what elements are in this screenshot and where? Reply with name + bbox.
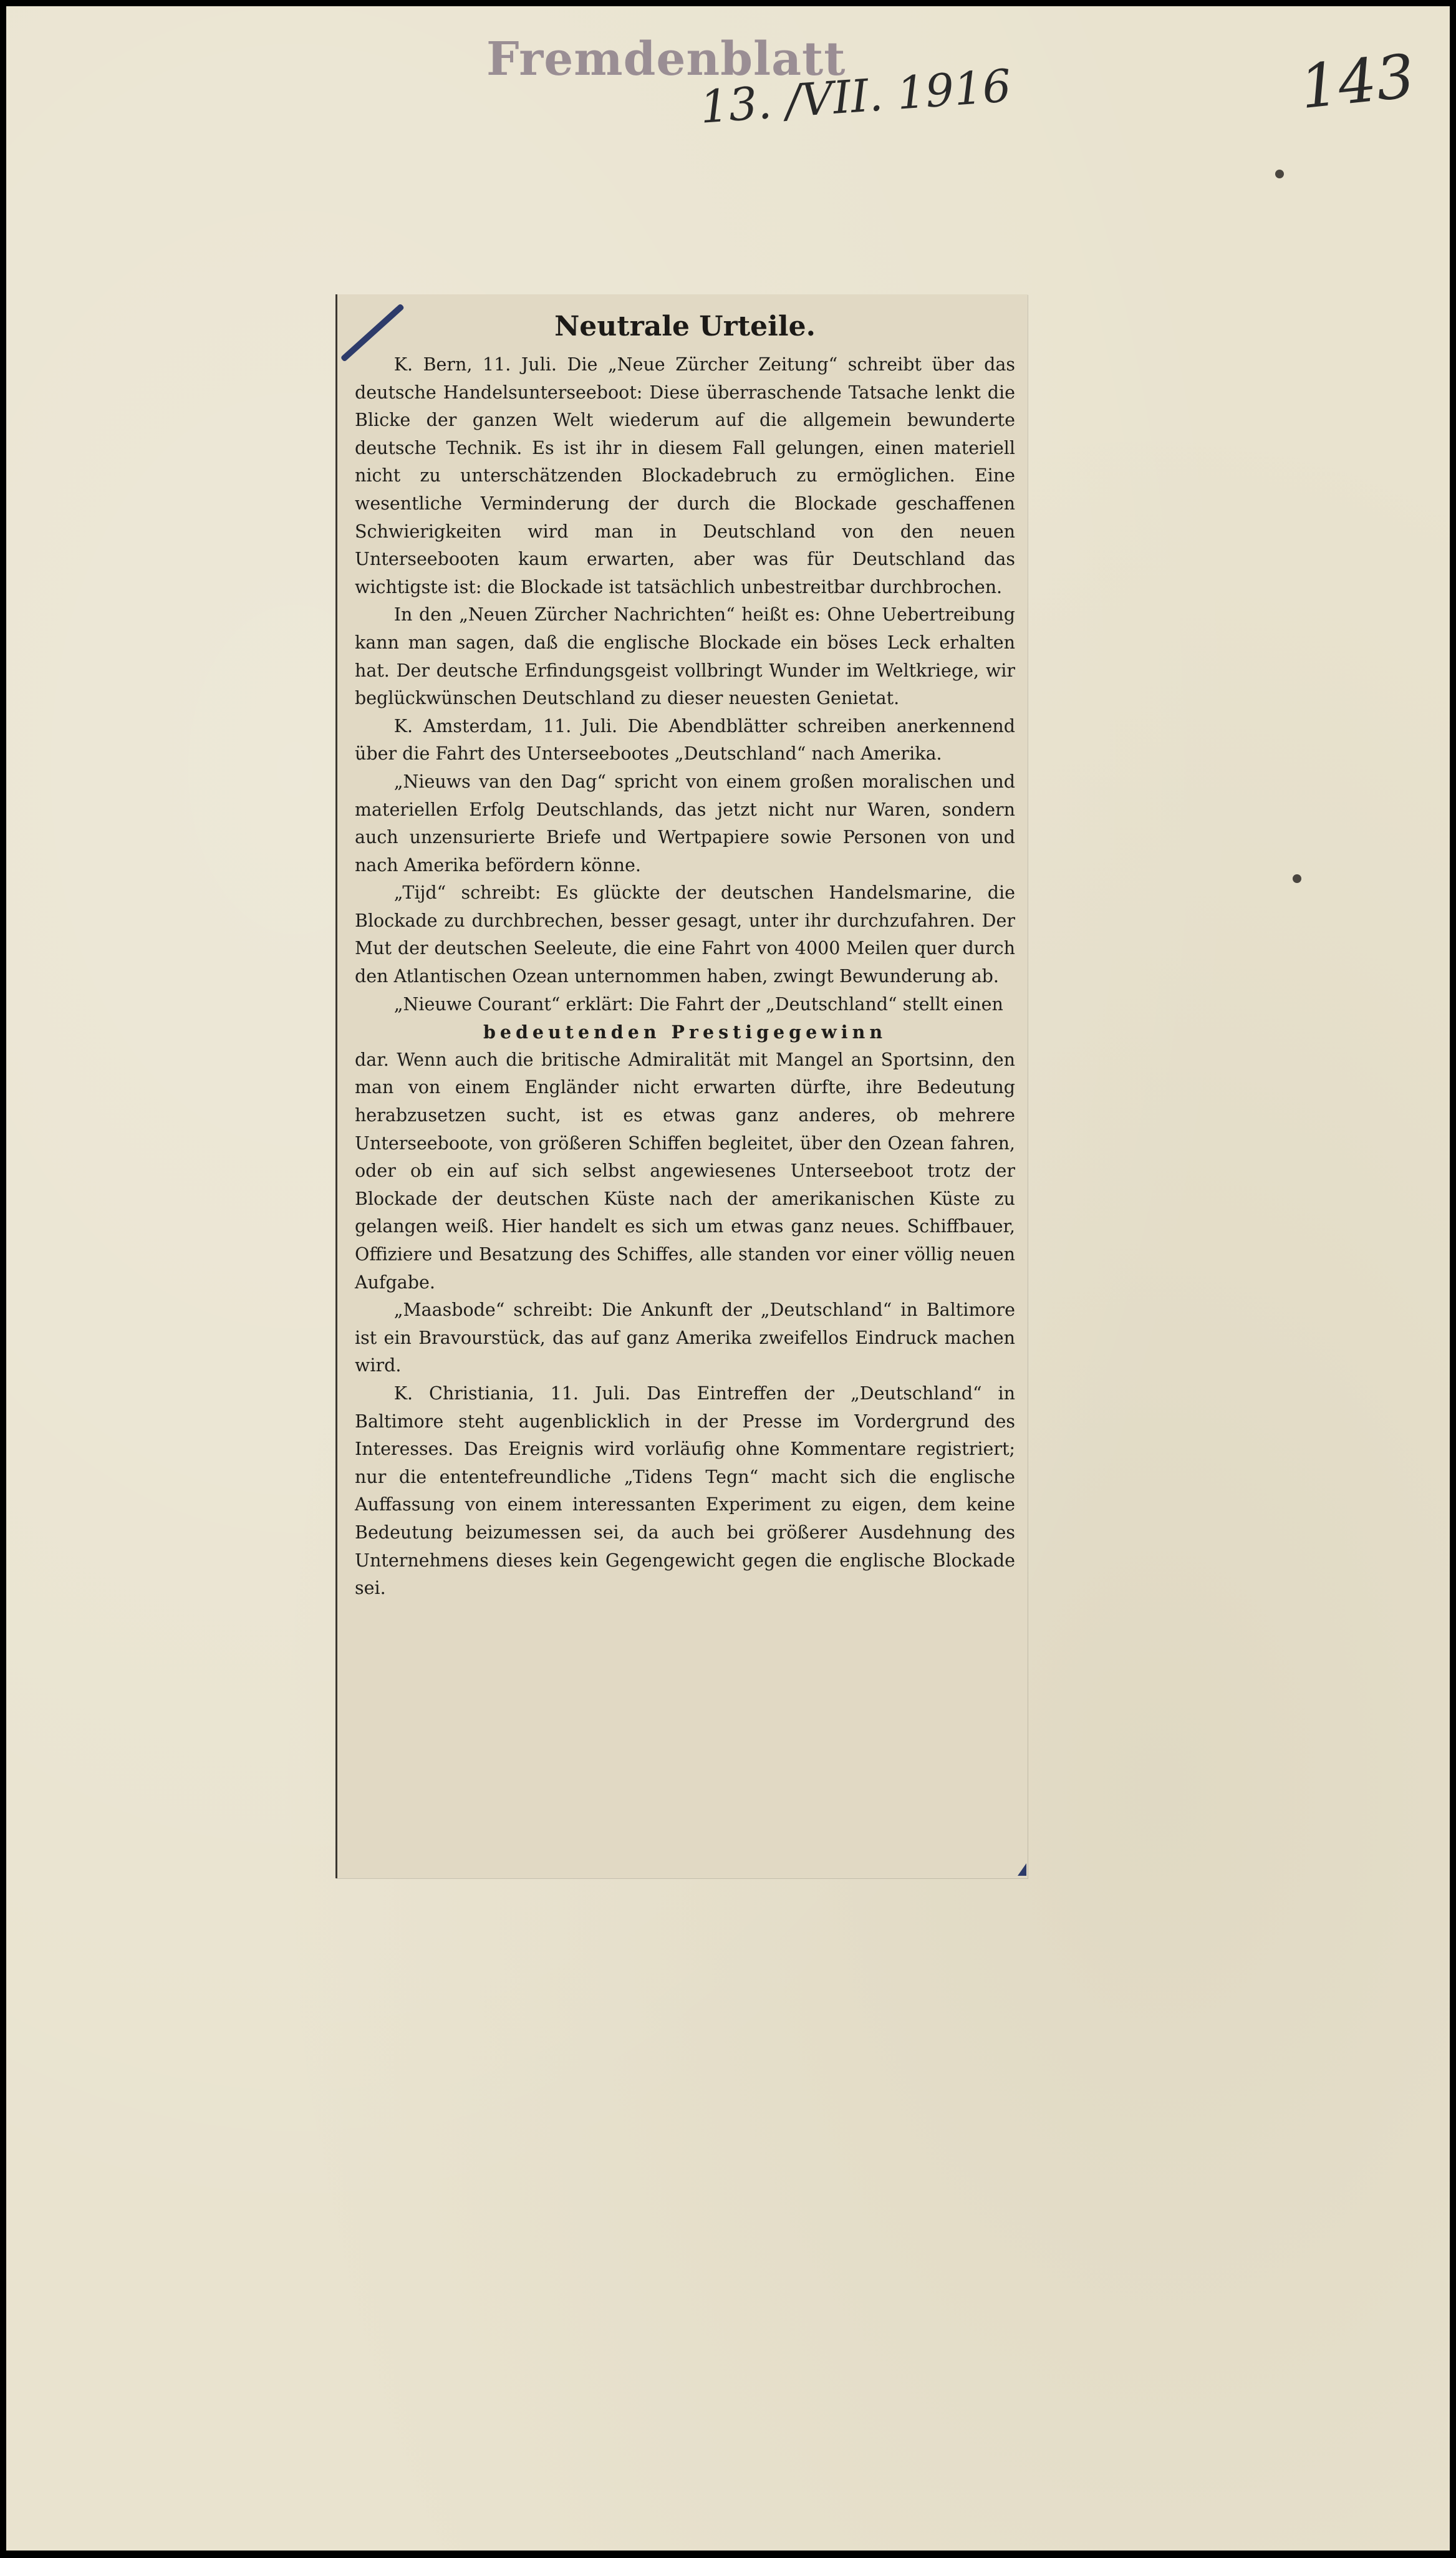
article-headline: Neutrale Urteile. bbox=[554, 311, 816, 342]
article-paragraph: K. Bern, 11. Juli. Die „Neue Zürcher Zeitung“ schreibt über das deutsche Handelsunterseeboot: Diese überraschende Tatsache lenkt die Blicke der ganzen Welt wiederum auf die allgemein bewunderte deutsche Technik. Es ist ihr in diesem Fall gelungen, einen materiell nicht zu unterschätzenden Blockadebruch zu ermöglichen. Eine wesentliche Verminderung der durch die Blockade geschaffenen Schwierigkeiten wird man in Deutschland von den neuen Unterseebooten kaum erwarten, aber was für Deutschland das wichtigste ist: die Blockade ist tatsächlich unbestreitbar durchbrochen. bbox=[355, 354, 1015, 597]
folio-number: 143 bbox=[1296, 41, 1418, 123]
article-paragraph: dar. Wenn auch die britische Admiralität mit Mangel an Sportsinn, den man von einem Engländer nicht erwarten dürfte, ihre Bedeutung herabzusetzen sucht, ist es etwas ganz anderes, ob mehrere Unterseeboote, von größeren Schiffen begleitet, über den Ozean fahren, oder ob ein auf sich selbst angewiesenes Unterseeboot trotz der Blockade der deutschen Küste nach der amerikanischen Küste zu gelangen weiß. Hier handelt es sich um etwas ganz neues. Schiffbauer, Offiziere und Besatzung des Schiffes, alle standen vor einer völlig neuen Aufgabe. bbox=[355, 1049, 1015, 1293]
article-paragraph: In den „Neuen Zürcher Nachrichten“ heißt es: Ohne Uebertreibung kann man sagen, daß die englische Blockade ein böses Leck erhalten hat. Der deutsche Erfindungsgeist vollbringt Wunder im Weltkriege, wir beglückwünschen Deutschland zu dieser neuesten Genietat. bbox=[355, 604, 1015, 709]
article-paragraph: K. Amsterdam, 11. Juli. Die Abendblätter schreiben anerkennend über die Fahrt des Unterseebootes „Deutschland“ nach Amerika. bbox=[355, 715, 1015, 765]
article-paragraph: „Nieuws van den Dag“ spricht von einem großen moralischen und materiellen Erfolg Deutschlands, das jetzt nicht nur Waren, sondern auch unzensurierte Briefe und Wertpapiere sowie Personen von und nach Amerika befördern könne. bbox=[355, 771, 1015, 876]
punch-hole-icon bbox=[1275, 170, 1284, 178]
article-subheading: bedeutenden Prestigegewinn bbox=[483, 1021, 887, 1043]
punch-hole-icon bbox=[1293, 874, 1301, 883]
newspaper-stamp: Fremdenblatt bbox=[486, 32, 846, 86]
archive-sheet bbox=[6, 6, 1450, 2551]
handwritten-date: 13. /VII. 1916 bbox=[698, 59, 1013, 133]
article-body bbox=[355, 351, 1015, 1603]
article-paragraph: „Tijd“ schreibt: Es glückte der deutschen Handelsmarine, die Blockade zu durchbrechen, besser gesagt, unter ihr durchzufahren. Der Mut der deutschen Seeleute, die eine Fahrt von 4000 Meilen quer durch den Atlantischen Ozean unternommen haben, zwingt Bewunderung ab. bbox=[355, 882, 1015, 987]
newspaper-clipping bbox=[335, 294, 1028, 1878]
article-paragraph: K. Christiania, 11. Juli. Das Eintreffen der „Deutschland“ in Baltimore steht augenblicklich in der Presse im Vordergrund des Interesses. Das Ereignis wird vorläufig ohne Kommentare registriert; nur die ententefreundliche „Tidens Tegn“ macht sich die englische Auffassung von einem interessanten Experiment zu eigen, dem keine Bedeutung beizumessen sei, da auch bei größerer Ausdehnung des Unternehmens dieses kein Gegengewicht gegen die englische Blockade sei. bbox=[355, 1383, 1015, 1599]
corner-mark-icon bbox=[1018, 1863, 1026, 1876]
article-paragraph: „Maasbode“ schreibt: Die Ankunft der „Deutschland“ in Baltimore ist ein Bravourstück, das auf ganz Amerika zweifellos Eindruck machen wird. bbox=[355, 1300, 1015, 1376]
article-paragraph: „Nieuwe Courant“ erklärt: Die Fahrt der „Deutschland“ stellt einen bbox=[393, 993, 1003, 1015]
